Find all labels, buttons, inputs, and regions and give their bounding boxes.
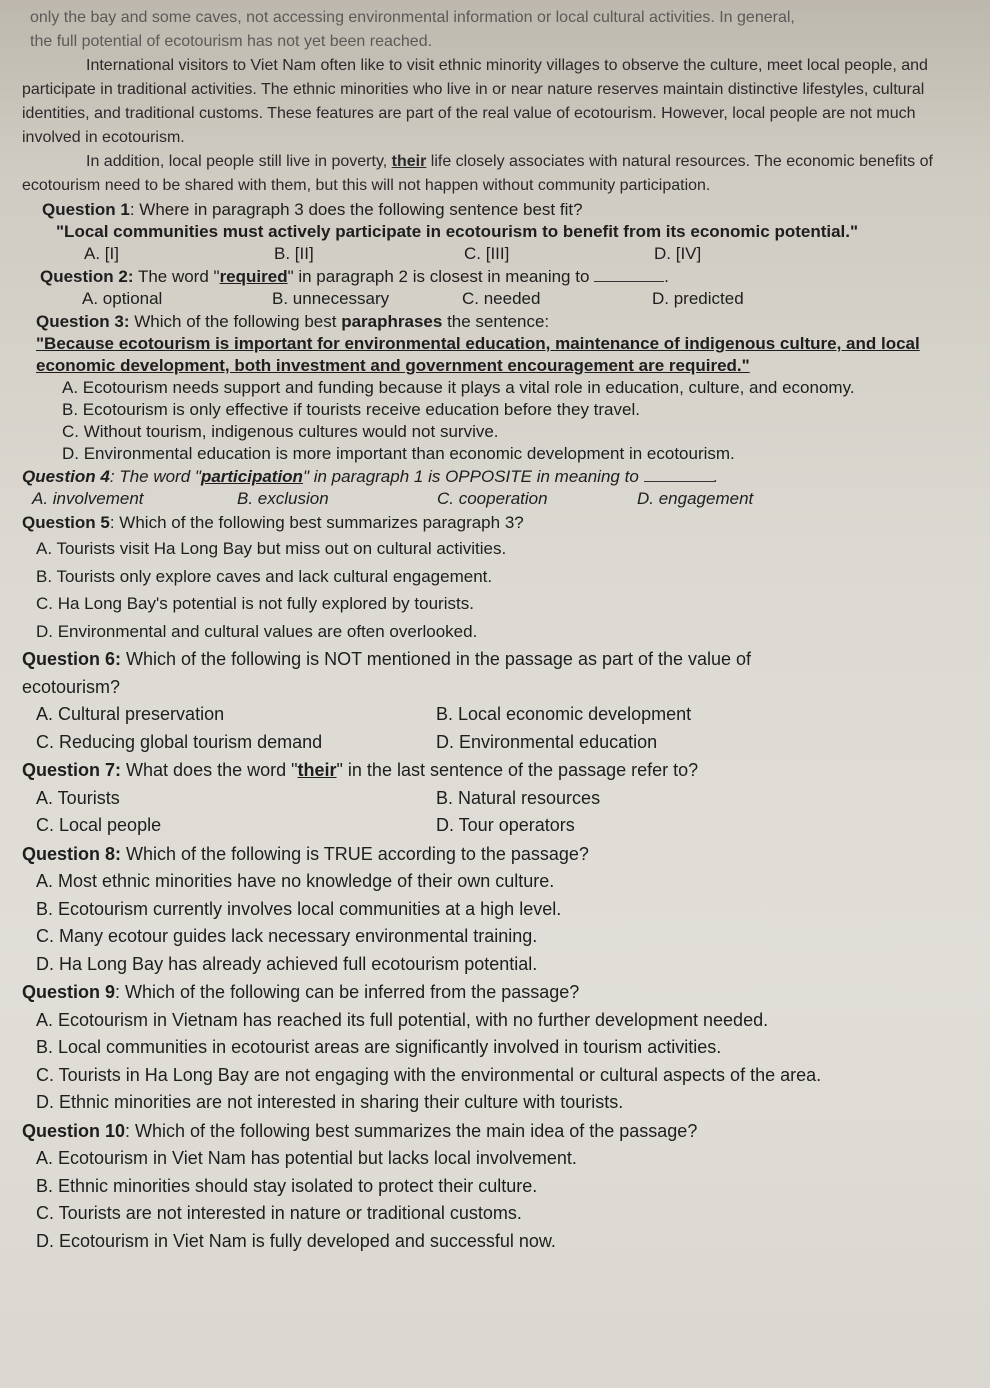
q7-option-d[interactable]: D. Tour operators (436, 815, 575, 835)
question-4: Question 4: The word "participation" in paragraph 1 is OPPOSITE in meaning to . A. involvement B. exclusion C. cooperation D. engagement (22, 466, 970, 510)
q5-option-b[interactable]: B. Tourists only explore caves and lack cultural engagement. (36, 566, 493, 586)
reading-passage (22, 6, 970, 198)
q8-stem: Which of the following is TRUE according to the passage? (126, 843, 589, 864)
q3-options (36, 377, 970, 465)
q4-option-a[interactable]: A. involvement (32, 489, 144, 508)
q9-stem: : Which of the following can be inferred from the passage? (115, 982, 580, 1002)
q2-label: Question 2: (40, 267, 134, 286)
q6-stem: Which of the following is NOT mentioned in the passage as part of the value of ecotourism? (22, 649, 752, 697)
q9-option-c[interactable]: C. Tourists in Ha Long Bay are not engaging with the environmental or cultural aspects of the area. (36, 1064, 822, 1085)
q1-option-b[interactable]: B. [II] (274, 244, 314, 263)
q10-option-d[interactable]: D. Ecotourism in Viet Nam is fully developed and successful now. (36, 1230, 556, 1251)
q3-quote: "Because ecotourism is important for environmental education, maintenance of indigenous culture, and local economic development, both investment and government encouragement are required." (36, 334, 920, 375)
q4-option-c[interactable]: C. cooperation (437, 489, 548, 508)
passage-paragraph-2: International visitors to Viet Nam often like to visit ethnic minority villages to observe the culture, meet local people, and participate in traditional activities. The ethnic minorities who live in or near nature reserves maintain distinctive lifestyles, cultural identities, and traditional customs. These features are part of the real value of ecotourism. However, local people are not much involved in ecotourism. (22, 57, 928, 146)
question-6 (22, 646, 970, 756)
q1-option-a[interactable]: A. [I] (84, 244, 119, 263)
q1-label: Question 1 (42, 200, 130, 219)
q1-option-c[interactable]: C. [III] (464, 244, 510, 263)
q2-option-a[interactable]: A. optional (82, 289, 163, 308)
q6-label: Question 6: (22, 649, 122, 669)
q2-stem-after: " in paragraph 2 is closest in meaning to (287, 267, 590, 286)
passage-intro-line2: the full potential of ecotourism has not yet been reached. (30, 33, 433, 50)
q9-option-b[interactable]: B. Local communities in ecotourist areas are significantly involved in tourism activities. (36, 1037, 722, 1057)
q7-option-a[interactable]: A. Tourists (36, 787, 120, 808)
q3-option-c[interactable]: C. Without tourism, indigenous cultures would not survive. (62, 422, 499, 441)
q4-keyword: participation (200, 467, 303, 486)
q2-option-b[interactable]: B. unnecessary (272, 289, 390, 308)
q9-option-d[interactable]: D. Ethnic minorities are not interested in sharing their culture with tourists. (36, 1092, 624, 1112)
passage-intro-line1: only the bay and some caves, not accessing environmental information or local cultural activities. In general, (30, 9, 795, 26)
q9-options (22, 1007, 970, 1117)
q9-label: Question 9 (22, 982, 116, 1002)
question-8 (22, 841, 970, 979)
q1-option-d[interactable]: D. [IV] (654, 244, 702, 263)
q2-answer-blank[interactable] (594, 267, 664, 282)
q6-option-d[interactable]: D. Environmental education (436, 731, 658, 752)
q2-option-c[interactable]: C. needed (462, 289, 541, 308)
q5-option-a[interactable]: A. Tourists visit Ha Long Bay but miss out on cultural activities. (36, 539, 507, 558)
q1-stem: : Where in paragraph 3 does the following sentence best fit? (129, 200, 583, 219)
q3-option-b[interactable]: B. Ecotourism is only effective if tourists receive education before they travel. (62, 400, 640, 419)
q6-option-a[interactable]: A. Cultural preservation (36, 704, 225, 724)
q7-option-b[interactable]: B. Natural resources (436, 787, 601, 808)
question-7 (22, 757, 970, 840)
q4-stem-after: " in paragraph 1 is OPPOSITE in meaning to (302, 467, 639, 486)
q5-option-c[interactable]: C. Ha Long Bay's potential is not fully explored by tourists. (36, 594, 474, 613)
q5-stem: : Which of the following best summarizes paragraph 3? (109, 513, 524, 532)
question-1 (22, 199, 970, 265)
q5-label: Question 5 (22, 513, 110, 532)
q10-option-a[interactable]: A. Ecotourism in Viet Nam has potential but lacks local involvement. (36, 1148, 577, 1168)
q5-options (22, 535, 970, 645)
q10-label: Question 10 (22, 1120, 126, 1141)
q3-stem-after: the sentence: (447, 312, 550, 331)
q8-option-a[interactable]: A. Most ethnic minorities have no knowledge of their own culture. (36, 871, 555, 891)
q2-stem-before: The word " (137, 267, 220, 286)
q3-option-d[interactable]: D. Environmental education is more important than economic development in ecotourism. (62, 444, 735, 463)
q4-stem-before: : The word " (109, 467, 201, 486)
p3-text-after: life closely associates with natural resources. The economic benefits of ecotourism need to be shared with them, but this will not happen without community participation. (22, 153, 933, 194)
p3-keyword-their: their (391, 153, 427, 170)
q7-keyword: their (297, 760, 337, 780)
q7-option-c[interactable]: C. Local people (36, 815, 162, 835)
q10-option-b[interactable]: B. Ethnic minorities should stay isolated to protect their culture. (36, 1175, 538, 1196)
questions-lower-block (22, 511, 970, 1255)
question-5 (22, 511, 970, 645)
q6-options (22, 701, 970, 756)
p3-text-before: In addition, local people still live in poverty, (86, 153, 388, 170)
q7-label: Question 7: (22, 760, 122, 780)
q4-label: Question 4 (22, 467, 110, 486)
q8-options (22, 868, 970, 978)
question-2: Question 2: The word "required" in paragraph 2 is closest in meaning to . A. optional B. unnecessary C. needed D. predicted (22, 266, 970, 310)
q10-options (22, 1145, 970, 1255)
passage-paragraph-3 (22, 150, 970, 198)
q6-option-c[interactable]: C. Reducing global tourism demand (36, 731, 323, 752)
q1-quote: "Local communities must actively participate in ecotourism to benefit from its economic potential." (56, 222, 859, 241)
q4-options (22, 488, 970, 510)
question-10 (22, 1118, 970, 1256)
q5-option-d[interactable]: D. Environmental and cultural values are often overlooked. (36, 621, 478, 641)
q3-stem-before: Which of the following best (134, 312, 337, 331)
q8-option-c[interactable]: C. Many ecotour guides lack necessary environmental training. (36, 926, 538, 946)
question-9 (22, 979, 970, 1117)
q2-options (40, 288, 970, 310)
q7-stem-after: " in the last sentence of the passage refer to? (336, 760, 699, 780)
q4-option-d[interactable]: D. engagement (637, 489, 754, 508)
q10-option-c[interactable]: C. Tourists are not interested in nature or traditional customs. (36, 1203, 522, 1223)
q3-label: Question 3: (36, 312, 130, 331)
q10-stem: : Which of the following best summarizes the main idea of the passage? (125, 1120, 698, 1141)
q2-keyword: required (219, 267, 288, 286)
q9-option-a[interactable]: A. Ecotourism in Vietnam has reached its full potential, with no further development needed. (36, 1009, 769, 1030)
q4-option-b[interactable]: B. exclusion (237, 489, 329, 508)
q8-option-d[interactable]: D. Ha Long Bay has already achieved full ecotourism potential. (36, 953, 538, 974)
q3-option-a[interactable]: A. Ecotourism needs support and funding because it plays a vital role in education, culture, and economy. (62, 378, 855, 397)
q2-option-d[interactable]: D. predicted (652, 289, 744, 308)
q8-option-b[interactable]: B. Ecotourism currently involves local communities at a high level. (36, 898, 562, 919)
q7-stem-before: What does the word " (126, 760, 298, 780)
q6-option-b[interactable]: B. Local economic development (436, 704, 692, 724)
q4-answer-blank[interactable] (644, 467, 714, 482)
question-3 (22, 311, 970, 465)
q7-options (22, 785, 970, 840)
q8-label: Question 8: (22, 843, 122, 864)
q1-options (42, 243, 970, 265)
q3-keyword: paraphrases (341, 312, 443, 331)
